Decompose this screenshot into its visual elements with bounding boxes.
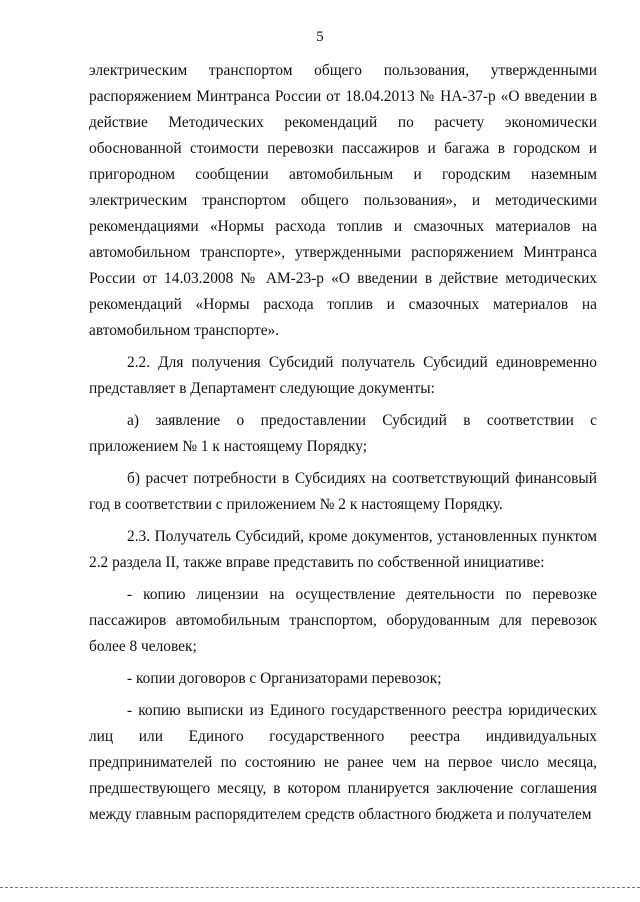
paragraph-2-2: 2.2. Для получения Субсидий получатель Субсидий единовременно представляет в Департамент следующие документы:: [89, 354, 597, 397]
document-body: [89, 58, 597, 830]
list-item-registry-extract: - копию выписки из Единого государственного реестра юридических лиц или Единого государственного реестра индивидуальных предпринимателей по состоянию не ранее чем на первое число месяца, предшествующего месяцу, в котором планируется заключение соглашения между главным распорядителем средств областного бюджета и получателем: [89, 702, 597, 823]
list-item-contracts: - копии договоров с Организаторами перевозок;: [127, 670, 442, 687]
page-bottom-divider: [0, 887, 640, 888]
list-item-b: б) расчет потребности в Субсидиях на соответствующий финансовый год в соответствии с приложением № 2 к настоящему Порядку.: [89, 470, 597, 513]
list-item-license: - копию лицензии на осуществление деятельности по перевозке пассажиров автомобильным транспортом, оборудованным для перевозок более 8 человек;: [89, 586, 597, 655]
list-item-a: а) заявление о предоставлении Субсидий в соответствии с приложением № 1 к настоящему Порядку;: [89, 412, 597, 455]
paragraph-continuation: электрическим транспортом общего пользования, утвержденными распоряжением Минтранса России от 18.04.2013 № НА-37-р «О введении в действие Методических рекомендаций по расчету экономически обоснованной стоимости перевозки пассажиров и багажа в городском и пригородном сообщении автомобильным и городским наземным электрическим транспортом общего пользования», и методическими рекомендациями «Нормы расхода топлив и смазочных материалов на автомобильном транспорте», утвержденными распоряжением Минтранса России от 14.03.2008 № АМ-23-р «О введении в действие методических рекомендаций «Нормы расхода топлив и смазочных материалов на автомобильном транспорте».: [89, 62, 597, 339]
page-number: 5: [316, 29, 324, 45]
paragraph-2-3: 2.3. Получатель Субсидий, кроме документов, установленных пунктом 2.2 раздела II, также вправе представить по собственной инициативе:: [89, 528, 597, 571]
